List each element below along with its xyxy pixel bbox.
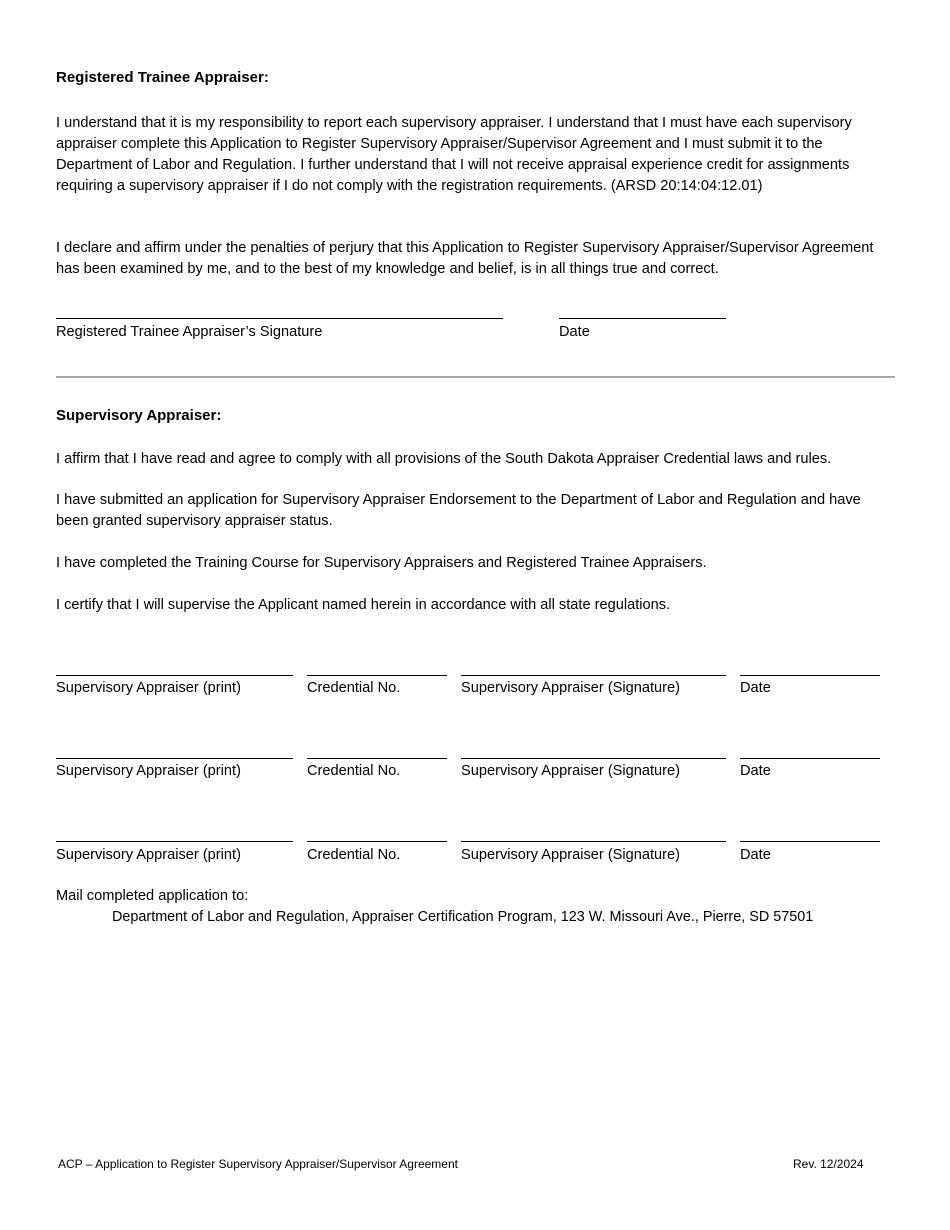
supervisor-signature-line[interactable] bbox=[461, 675, 726, 676]
credential-number-label: Credential No. bbox=[307, 847, 401, 863]
supervisor-signature-label: Supervisory Appraiser (Signature) bbox=[461, 847, 681, 863]
supervisor-date-label: Date bbox=[740, 847, 771, 863]
trainee-signature-line[interactable] bbox=[56, 318, 503, 319]
supervisor-statement-comply: I affirm that I have read and agree to comply with all provisions of the South Dakota Appraiser Credential laws and rules. bbox=[56, 451, 832, 467]
credential-number-line[interactable] bbox=[307, 675, 447, 676]
supervisor-signature-line[interactable] bbox=[461, 841, 726, 842]
supervisor-date-line[interactable] bbox=[740, 675, 880, 676]
mail-intro: Mail completed application to: bbox=[56, 888, 249, 904]
supervisor-statement-training: I have completed the Training Course for Supervisory Appraisers and Registered Trainee Appraisers. bbox=[56, 555, 707, 571]
credential-number-line[interactable] bbox=[307, 841, 447, 842]
mail-address: Department of Labor and Regulation, Appraiser Certification Program, 123 W. Missouri Ave., Pierre, SD 57501 bbox=[112, 909, 814, 925]
trainee-affirmation-paragraph: I declare and affirm under the penalties of perjury that this Application to Register Supervisory Appraiser/Supervisor Agreement has been examined by me, and to the best of my knowledge and belief, is in all things true and correct. bbox=[56, 240, 874, 277]
trainee-date-label: Date bbox=[559, 324, 590, 340]
footer-form-title: ACP – Application to Register Supervisory Appraiser/Supervisor Agreement bbox=[58, 1157, 458, 1171]
trainee-signature-label: Registered Trainee Appraiser’s Signature bbox=[56, 324, 323, 340]
print-name-label: Supervisory Appraiser (print) bbox=[56, 680, 241, 696]
section-divider bbox=[56, 376, 895, 378]
credential-number-line[interactable] bbox=[307, 758, 447, 759]
supervisor-statement-certify: I certify that I will supervise the Applicant named herein in accordance with all state regulations. bbox=[56, 597, 671, 613]
credential-number-label: Credential No. bbox=[307, 763, 401, 779]
supervisor-date-line[interactable] bbox=[740, 841, 880, 842]
print-name-label: Supervisory Appraiser (print) bbox=[56, 763, 241, 779]
supervisor-signature-label: Supervisory Appraiser (Signature) bbox=[461, 680, 681, 696]
credential-number-label: Credential No. bbox=[307, 680, 401, 696]
supervisor-date-label: Date bbox=[740, 680, 771, 696]
print-name-line[interactable] bbox=[56, 758, 293, 759]
trainee-heading: Registered Trainee Appraiser: bbox=[56, 69, 269, 86]
trainee-date-line[interactable] bbox=[559, 318, 726, 319]
supervisor-signature-label: Supervisory Appraiser (Signature) bbox=[461, 763, 681, 779]
supervisor-statement-endorsement: I have submitted an application for Supervisory Appraiser Endorsement to the Department of Labor and Regulation and have been granted supervisory appraiser status. bbox=[56, 492, 861, 529]
footer-revision: Rev. 12/2024 bbox=[793, 1157, 864, 1171]
supervisor-heading: Supervisory Appraiser: bbox=[56, 407, 222, 424]
supervisor-date-line[interactable] bbox=[740, 758, 880, 759]
trainee-responsibility-paragraph: I understand that it is my responsibility to report each supervisory appraiser. I understand that I must have each supervisory appraiser complete this Application to Register Supervisory Appraiser/Supervisor Agreement and I must submit it to the Department of Labor and Regulation. I further understand that I will not receive appraisal experience credit for assignments requiring a supervisory appraiser if I do not comply with the registration requirements. (ARSD 20:14:04:12.01) bbox=[56, 115, 852, 194]
print-name-line[interactable] bbox=[56, 841, 293, 842]
print-name-line[interactable] bbox=[56, 675, 293, 676]
supervisor-signature-line[interactable] bbox=[461, 758, 726, 759]
supervisor-date-label: Date bbox=[740, 763, 771, 779]
print-name-label: Supervisory Appraiser (print) bbox=[56, 847, 241, 863]
